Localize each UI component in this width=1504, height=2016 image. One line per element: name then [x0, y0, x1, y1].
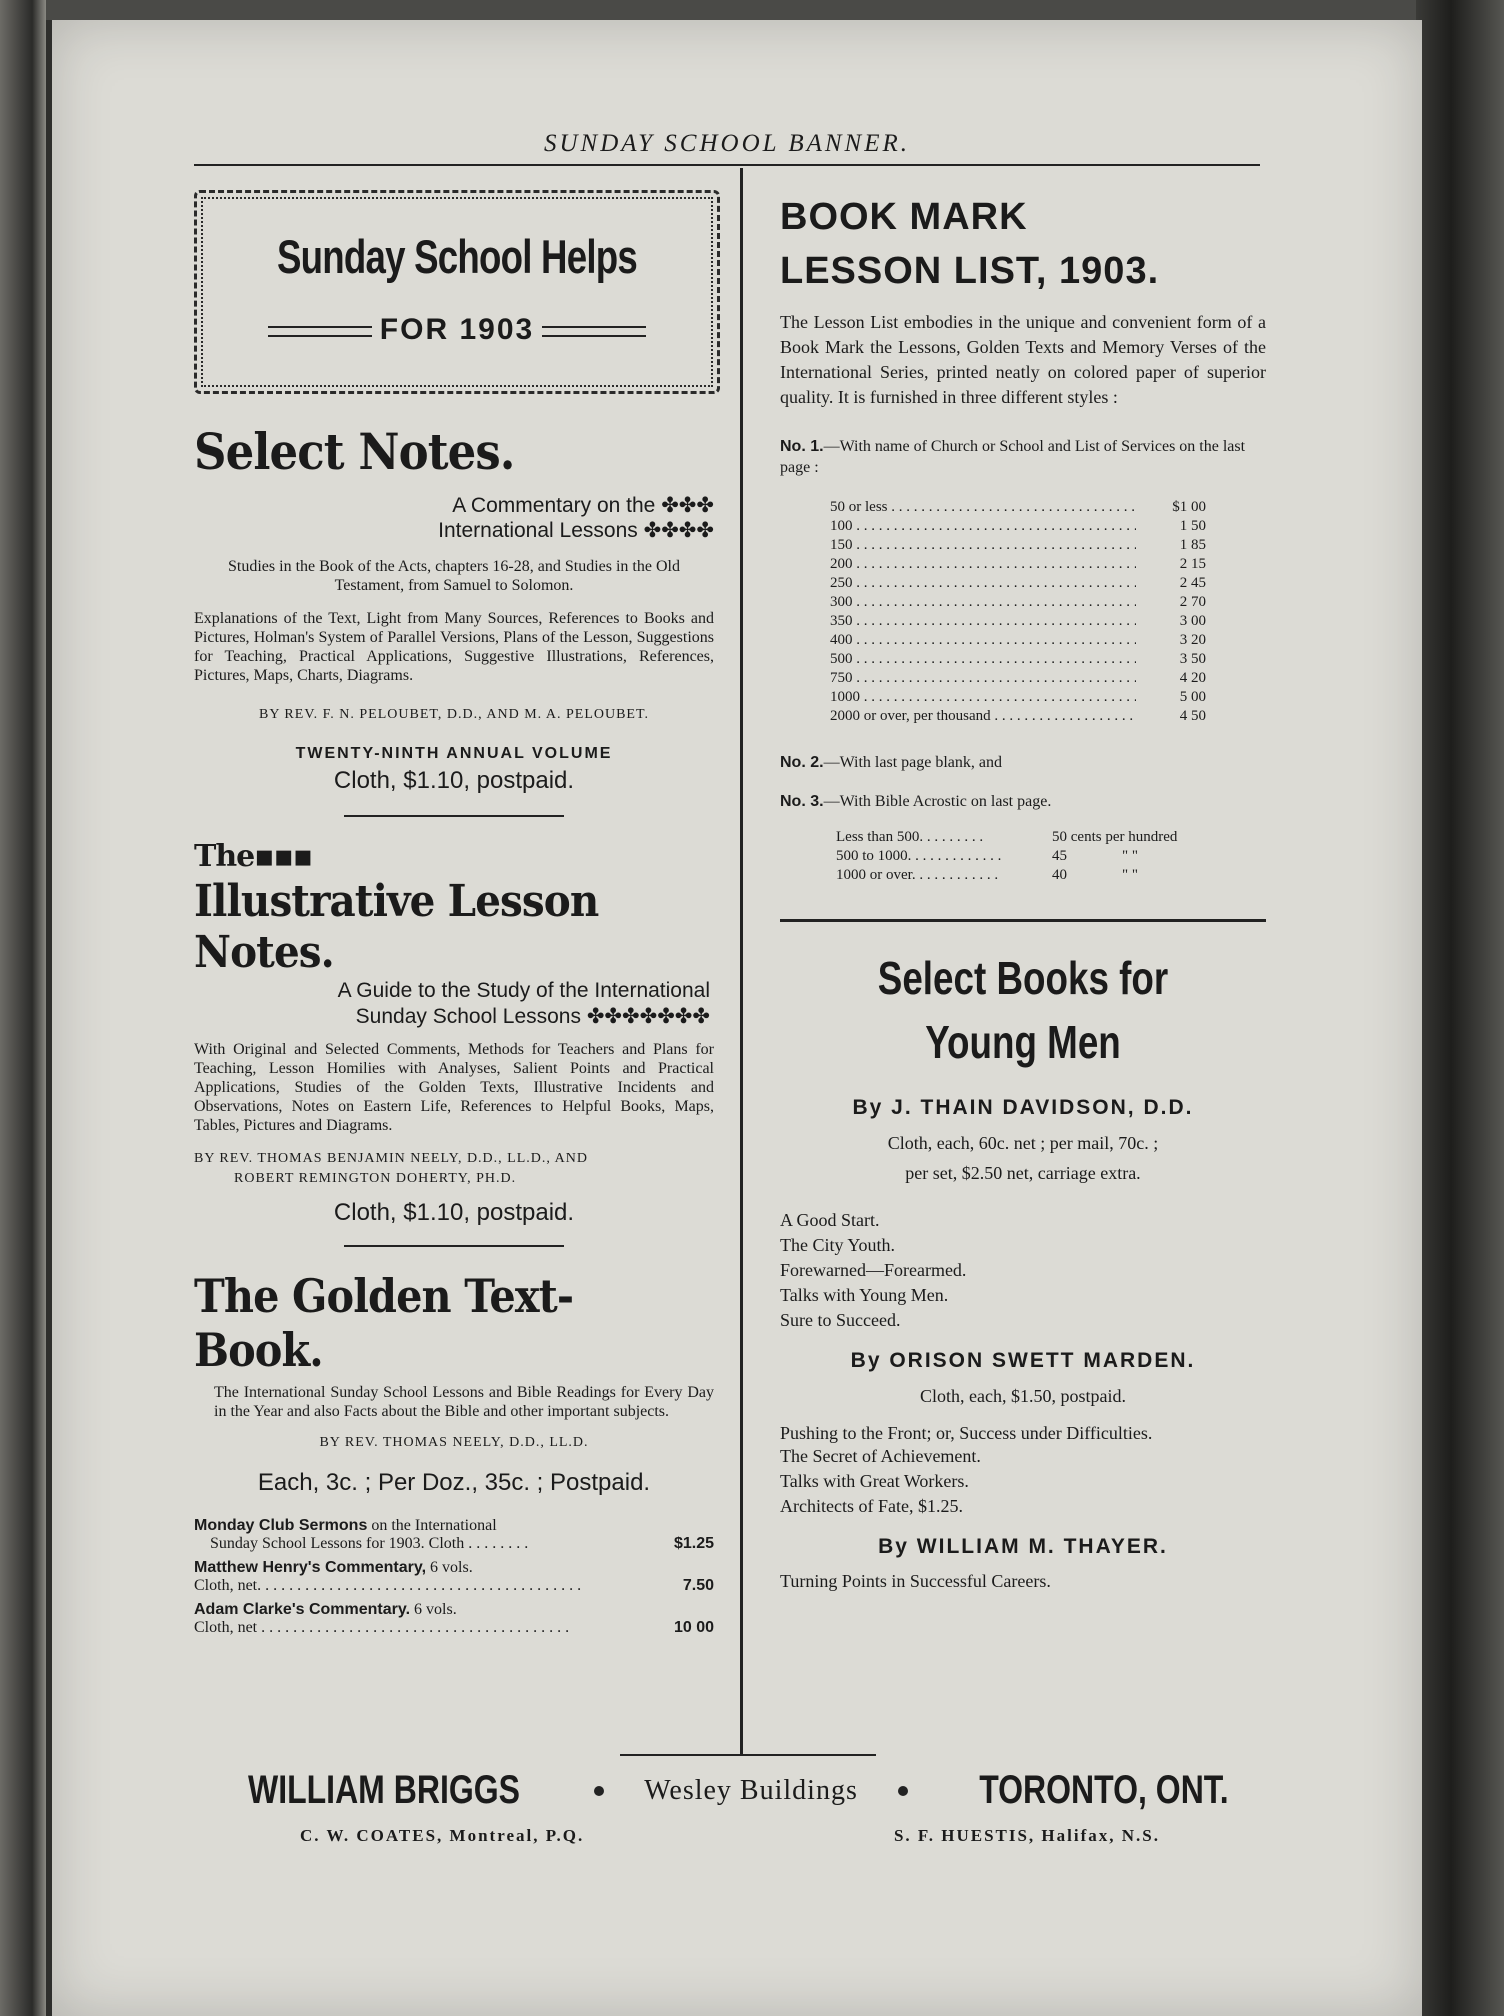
select-notes-title: Select Notes. — [194, 422, 515, 481]
table-row: 50 or less . . . $1 00 — [830, 498, 1206, 517]
publisher-name: WILLIAM BRIGGS — [247, 1768, 520, 1812]
table-row: 1000 or over. . . . . . . . . . . . 40 " " — [836, 867, 1138, 883]
bullet-icon — [898, 1786, 908, 1796]
marden-author: By ORISON SWETT MARDEN. — [850, 1349, 1196, 1372]
select-notes-explanations: Explanations of the Text, Light from Many Sources, References to Books and Pictures, Holman's System of Parallel Versions, Plans of the Lesson, Suggestions for Teaching, Practical Applications, Suggestive Illustrations, References, Pictures, Maps, Charts, Diagrams. — [194, 610, 714, 684]
commentary-line-2: International Lessons ✤✤✤✤ — [438, 519, 714, 542]
list-item: Matthew Henry's Commentary, 6 vols. Cloth, net. . . . . . . . . . . . . . . . . . . . . . . . . . . . . . . . . . . . . . . . . 7.50 — [194, 1559, 714, 1594]
bookmark-style-3: No. 3.—With Bible Acrostic on last page. — [780, 793, 1052, 810]
thayer-books — [780, 1569, 1266, 1594]
select-notes-volume: TWENTY-NINTH ANNUAL VOLUME — [295, 745, 613, 762]
list-item: Talks with Young Men. — [780, 1285, 949, 1305]
left-column — [194, 190, 714, 1637]
footer-agents — [300, 1826, 1160, 1846]
table-row: 100 . . . 1 50 — [830, 517, 1206, 536]
illustrative-title: Illustrative Lesson Notes. — [194, 876, 599, 978]
guide-line-1: A Guide to the Study of the International — [337, 979, 710, 1002]
column-divider — [740, 168, 743, 1756]
davidson-price-1: Cloth, each, 60c. net ; per mail, 70c. ; — [887, 1133, 1159, 1153]
davidson-author: By J. THAIN DAVIDSON, D.D. — [852, 1096, 1194, 1119]
list-item: The Secret of Achievement. — [780, 1446, 981, 1466]
guide-line-2: Sunday School Lessons ✤✤✤✤✤✤✤ — [355, 1005, 710, 1028]
table-row: 500 to 1000. . . . . . . . . . . . . 45 " " — [836, 848, 1138, 864]
bullet-icon — [594, 1786, 604, 1796]
list-item: Monday Club Sermons on the International Sunday School Lessons for 1903. Cloth . . . . . . . . $1.25 — [194, 1517, 714, 1552]
golden-text-byline: BY REV. THOMAS NEELY, D.D., LL.D. — [319, 1435, 589, 1450]
table-row: 350 . . . 3 00 — [830, 612, 1206, 631]
footer-imprint — [214, 1768, 1260, 1813]
bookmark-title-1: BOOK MARK — [780, 196, 1028, 238]
bookmark-style-2: No. 2.—With last page blank, and — [780, 754, 1002, 771]
publisher-address: Wesley Buildings — [644, 1774, 858, 1806]
helps-title: Sunday School Helps — [276, 230, 637, 283]
fleuron-icon: ✤✤✤✤✤✤✤ — [586, 1005, 710, 1028]
bookmark-body: The Lesson List embodies in the unique and convenient form of a Book Mark the Lessons, Golden Texts and Memory Verses of the International Series, printed neatly on colored paper of superior quality. It is furnished in three different styles : — [780, 312, 1266, 407]
right-column — [780, 190, 1266, 1594]
illustrative-byline-1: BY REV. THOMAS BENJAMIN NEELY, D.D., LL.D., AND — [194, 1151, 588, 1166]
marden-price: Cloth, each, $1.50, postpaid. — [920, 1386, 1126, 1406]
list-item: The City Youth. — [780, 1235, 896, 1255]
table-row: 750 . . . 4 20 — [830, 669, 1206, 688]
select-notes-studies: Studies in the Book of the Acts, chapters 16-28, and Studies in the Old Testament, from Samuel to Solomon. — [228, 558, 680, 594]
book-left-edge — [0, 0, 46, 2016]
halifax-agent: S. F. HUESTIS, Halifax, N.S. — [893, 1826, 1160, 1845]
illustrative-byline-2: ROBERT REMINGTON DOHERTY, PH.D. — [234, 1171, 517, 1186]
bookmark-style-1: No. 1.—With name of Church or School and List of Services on the last page : — [780, 438, 1246, 476]
table-row: 2000 or over, per thousand . . . 4 50 — [830, 707, 1206, 726]
select-notes-byline: BY REV. F. N. PELOUBET, D.D., AND M. A. PELOUBET. — [259, 707, 649, 722]
hundred-price-table — [836, 828, 1266, 885]
bookmark-title-2: LESSON LIST, 1903. — [780, 250, 1160, 292]
thayer-author: By WILLIAM M. THAYER. — [878, 1535, 1168, 1558]
list-item: Sure to Succeed. — [780, 1310, 901, 1330]
table-row: 150 . . . 1 85 — [830, 536, 1206, 555]
select-notes-commentary — [194, 493, 714, 543]
table-row: 500 . . . 3 50 — [830, 650, 1206, 669]
table-row: 200 . . . 2 15 — [830, 555, 1206, 574]
running-header: SUNDAY SCHOOL BANNER. — [543, 130, 911, 157]
price-table — [830, 498, 1206, 726]
section-separator — [344, 815, 564, 817]
commentary-line-1: A Commentary on the ✤✤✤ — [452, 494, 714, 517]
table-row: Less than 500. . . . . . . . . 50 cents per hundred — [836, 829, 1178, 845]
table-row: 400 . . . 3 20 — [830, 631, 1206, 650]
fleuron-icon: ✤✤✤ — [661, 494, 714, 517]
illustrative-price: Cloth, $1.10, postpaid. — [333, 1199, 575, 1226]
publisher-city: TORONTO, ONT. — [979, 1768, 1229, 1812]
helps-subtitle: FOR 1903 — [197, 313, 717, 347]
illustrative-guide — [194, 978, 714, 1030]
ad-list — [194, 1517, 714, 1637]
golden-text-price: Each, 3c. ; Per Doz., 35c. ; Postpaid. — [257, 1469, 651, 1496]
illustrative-the: The▪▪▪ — [194, 839, 313, 874]
list-item: Architects of Fate, $1.25. — [780, 1496, 963, 1516]
section-separator — [344, 1245, 564, 1247]
fleuron-icon: ✤✤✤✤ — [643, 519, 714, 542]
list-item: A Good Start. — [780, 1210, 880, 1230]
illustrative-description: With Original and Selected Comments, Methods for Teachers and Plans for Teaching, Lesson Homilies with Analyses, Salient Points and Practical Applications, Studies of the Golden Texts, Illustrative Incidents and Observations, Notes on Eastern Life, References to Helpful Books, Maps, Tables, Pictures and Diagrams. — [194, 1041, 714, 1134]
section-separator — [780, 919, 1266, 922]
select-books-title: Select Books for Young Men — [877, 952, 1169, 1068]
table-row: 300 . . . 2 70 — [830, 593, 1206, 612]
list-item: Pushing to the Front; or, Success under Difficulties. — [780, 1423, 1153, 1443]
footer-rule — [620, 1754, 876, 1756]
select-notes-price: Cloth, $1.10, postpaid. — [333, 767, 575, 794]
helps-banner — [194, 190, 720, 394]
marden-books — [780, 1423, 1266, 1519]
list-item: Adam Clarke's Commentary. 6 vols. Cloth, net . . . . . . . . . . . . . . . . . . . . . . . . . . . . . . . . . . . . . . . 10 00 — [194, 1601, 714, 1636]
list-item: Turning Points in Successful Careers. — [780, 1571, 1051, 1591]
list-item: Forewarned—Forearmed. — [780, 1260, 967, 1280]
header-rule — [194, 164, 1260, 166]
davidson-books — [780, 1208, 1266, 1333]
golden-text-title: The Golden Text-Book. — [194, 1269, 574, 1377]
book-spine — [1416, 0, 1504, 2016]
dots-icon: ▪▪▪ — [254, 839, 313, 874]
table-row: 1000 . . . 5 00 — [830, 688, 1206, 707]
golden-text-description: The International Sunday School Lessons and Bible Readings for Every Day in the Year and also Facts about the Bible and other important subjects. — [214, 1384, 714, 1420]
davidson-price-2: per set, $2.50 net, carriage extra. — [905, 1163, 1141, 1183]
table-row: 250 . . . 2 45 — [830, 574, 1206, 593]
montreal-agent: C. W. COATES, Montreal, P.Q. — [300, 1826, 585, 1845]
list-item: Talks with Great Workers. — [780, 1471, 969, 1491]
